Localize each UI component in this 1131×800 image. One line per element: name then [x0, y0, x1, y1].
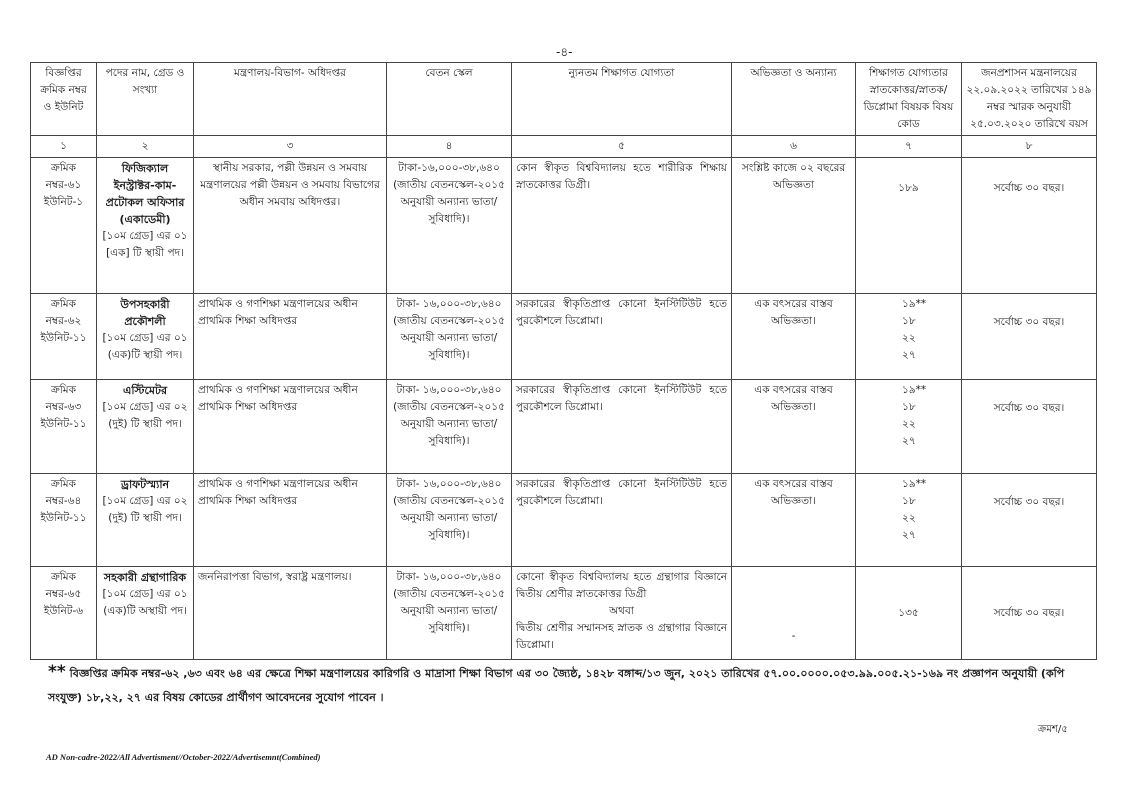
- column-number: ১: [31, 136, 97, 158]
- ministry-cell: স্থানীয় সরকার, পল্লী উন্নয়ন ও সমবায় মন্ত্রণালয়ের পল্লী উন্নয়ন ও সমবায় বিভাগের অধীন সমবায় অধিদপ্তর।: [194, 158, 387, 294]
- pay-scale-cell: টাকা- ১৬,০০০-৩৮,৬৪০ (জাতীয় বেতনস্কেল-২০১৫ অনুযায়ী অন্যান্য ভাতা/ সুবিধাদি)।: [387, 294, 512, 380]
- table-row: [31, 380, 1097, 474]
- ministry-cell: প্রাথমিক ও গণশিক্ষা মন্ত্রণালয়ের অধীন প্রাথমিক শিক্ষা অধিদপ্তর: [194, 294, 387, 380]
- subject-code: ২২: [902, 512, 916, 524]
- serial-cell: ক্রমিক নম্বর-৬১ ইউনিট-১: [31, 158, 97, 294]
- table-row: [31, 294, 1097, 380]
- header-experience: অভিজ্ঞতা ও অন্যান্য: [732, 63, 856, 136]
- subject-code: ২৭: [902, 349, 916, 361]
- age-limit-cell: সর্বোচ্চ ৩০ বছর।: [962, 380, 1097, 474]
- ministry-cell: প্রাথমিক ও গণশিক্ষা মন্ত্রণালয়ের অধীন প্রাথমিক শিক্ষা অধিদপ্তর: [194, 380, 387, 474]
- serial-cell: ক্রমিক নম্বর-৬৩ ইউনিট-১১: [31, 380, 97, 474]
- experience-cell: এক বৎসরের বাস্তব অভিজ্ঞতা।: [732, 474, 856, 567]
- subject-code-cell: ১৩৫: [856, 567, 962, 660]
- post-detail: [১০ম গ্রেড] এর ০১ (এক)টি স্থায়ী পদ।: [102, 332, 188, 361]
- ministry-cell: প্রাথমিক ও গণশিক্ষা মন্ত্রণালয়ের অধীন প্রাথমিক শিক্ষা অধিদপ্তর: [194, 474, 387, 567]
- age-limit-cell: সর্বোচ্চ ৩০ বছর।: [962, 294, 1097, 380]
- age-limit-cell: সর্বোচ্চ ৩০ বছর।: [962, 567, 1097, 660]
- subject-code: ২২: [902, 332, 916, 344]
- header-post: পদের নাম, গ্রেড ও সংখ্যা: [97, 63, 194, 136]
- serial-cell: ক্রমিক নম্বর-৬৪ ইউনিট-১১: [31, 474, 97, 567]
- column-number: ৬: [732, 136, 856, 158]
- post-detail: [১০ম গ্রেড] এর ০২ (দুই) টি স্থায়ী পদ।: [102, 401, 188, 430]
- ministry-cell: জননিরাপত্তা বিভাগ, স্বরাষ্ট্র মন্ত্রণালয়।: [194, 567, 387, 660]
- serial-cell: ক্রমিক নম্বর-৬২ ইউনিট-১১: [31, 294, 97, 380]
- qualification-or: অথবা: [609, 605, 634, 617]
- header-qualification: ন্যুনতম শিক্ষাগত যোগ্যতা: [512, 63, 732, 136]
- post-title: এস্টিমেটর: [122, 384, 168, 397]
- post-detail: [১০ম গ্রেড] এর ০১ (এক)টি অস্থায়ী পদ।: [102, 588, 188, 617]
- header-age-limit: জনপ্রশাসন মন্ত্রনালয়ের ২২.০৯.২০২২ তারিখের ১৪৯ নম্বর স্মারক অনুযায়ী ২৫.০৩.২০২০ তারিখে বয়স: [962, 63, 1097, 136]
- column-number: ৪: [387, 136, 512, 158]
- age-limit-cell: সর্বোচ্চ ৩০ বছর।: [962, 158, 1097, 294]
- qualification-cell: কোন স্বীকৃত বিশ্ববিদ্যালয় হতে শারীরিক শিক্ষায় স্নাতকোত্তর ডিগ্রী।: [512, 158, 732, 294]
- subject-code: ১৮: [902, 401, 916, 413]
- post-title: উপসহকারী প্রকৌশলী: [120, 298, 170, 328]
- table-row: [31, 567, 1097, 660]
- subject-code-cell: [856, 380, 962, 474]
- header-row: [31, 63, 1097, 136]
- experience-cell: সংশ্লিষ্ট কাজে ০২ বছরের অভিজ্ঞতা: [732, 158, 856, 294]
- subject-code: ১৯**: [902, 478, 927, 490]
- post-detail: [১০ম গ্রেড] এর ০১ [এক] টি স্থায়ী পদ।: [102, 230, 188, 259]
- pay-scale-cell: টাকা- ১৬,০০০-৩৮,৬৪০ (জাতীয় বেতনস্কেল-২০১৫ অনুযায়ী অন্যান্য ভাতা/ সুবিধাদি)।: [387, 474, 512, 567]
- footnote-text: বিজ্ঞপ্তির ক্রমিক নম্বর-৬২ ,৬৩ এবং ৬৪ এর ক্ষেত্রে শিক্ষা মন্ত্রণালয়ের কারিগরি ও মাদ্রাসা শিক্ষা বিভাগ এর ৩০ জ্যৈষ্ঠ, ১৪২৮ বঙ্গাব্দ/১৩ জুন, ২০২১ তারিখের ৫৭.০০.০০০০.০৫৩.৯৯.০০৫.২১-১৬৯ নং প্রজ্ঞাপন অনুযায়ী (কপি সংযুক্ত) ১৮,২২, ২৭ এর বিষয় কোডের প্রার্থীগণ আবেদনের সুযোগ পাবেন ।: [48, 667, 1065, 704]
- subject-code-cell: [856, 474, 962, 567]
- footer-file-path: AD Non-cadre-2022/All Advertisment//October-2022/Advertisemnt(Combined): [46, 752, 321, 762]
- pay-scale-cell: টাকা-১৬,০০০-৩৮,৬৪০ (জাতীয় বেতনস্কেল-২০১৫ অনুযায়ী অন্যান্য ভাতা/ সুবিধাদি)।: [387, 158, 512, 294]
- subject-code: ২৭: [902, 529, 916, 541]
- post-cell: [97, 294, 194, 380]
- column-number: ৫: [512, 136, 732, 158]
- qualification-cell: সরকারের স্বীকৃতিপ্রাপ্ত কোনো ইনস্টিটিউট হতে পুরকৌশলে ডিপ্লোমা।: [512, 294, 732, 380]
- table-row: [31, 158, 1097, 294]
- post-cell: [97, 567, 194, 660]
- qualification-option-1: কোনো স্বীকৃত বিশ্ববিদ্যালয় হতে গ্রন্থাগার বিজ্ঞানে দ্বিতীয় শ্রেণীর স্নাতকোত্তর ডিগ্রী: [516, 571, 727, 600]
- footnote-marker: **: [48, 662, 66, 682]
- header-pay-scale: বেতন স্কেল: [387, 63, 512, 136]
- subject-code: ১৮: [902, 315, 916, 327]
- qualification-cell: সরকারের স্বীকৃতিপ্রাপ্ত কোনো ইনস্টিটিউট হতে পুরকৌশলে ডিপ্লোমা।: [512, 380, 732, 474]
- qualification-option-2: দ্বিতীয় শ্রেণীর সম্মানসহ স্নাতক ও গ্রন্থাগার বিজ্ঞানে ডিপ্লোমা।: [516, 622, 727, 651]
- qualification-cell: [512, 567, 732, 660]
- header-serial: বিজ্ঞপ্তির ক্রমিক নম্বর ও ইউনিট: [31, 63, 97, 136]
- post-title: সহকারী গ্রন্থাগারিক: [103, 571, 187, 584]
- subject-code: ১৮: [902, 495, 916, 507]
- post-cell: [97, 158, 194, 294]
- pay-scale-cell: টাকা- ১৬,০০০-৩৮,৬৪০ (জাতীয় বেতনস্কেল-২০১৫ অনুযায়ী অন্যান্য ভাতা/ সুবিধাদি)।: [387, 380, 512, 474]
- subject-code-cell: [856, 294, 962, 380]
- post-cell: [97, 474, 194, 567]
- post-detail: [১০ম গ্রেড] এর ০২ (দুই) টি স্থায়ী পদ।: [102, 495, 188, 524]
- age-limit-cell: সর্বোচ্চ ৩০ বছর।: [962, 474, 1097, 567]
- continuation-note: ক্রমশ/৫: [1038, 724, 1068, 735]
- header-subject-code: শিক্ষাগত যোগ্যতার স্নাতকোত্তর/স্নাতক/ ডিপ্লোমা বিষয়ক বিষয় কোড: [856, 63, 962, 136]
- serial-cell: ক্রমিক নম্বর-৬৫ ইউনিট-৬: [31, 567, 97, 660]
- column-number-row: [31, 136, 1097, 158]
- column-number: ২: [97, 136, 194, 158]
- post-title: ফিজিক্যাল ইনস্ট্রাক্টর-কাম-প্রটোকল অফিসার (একাডেমী): [105, 162, 185, 226]
- pay-scale-cell: টাকা- ১৬,০০০-৩৮,৬৪০ (জাতীয় বেতনস্কেল-২০১৫ অনুযায়ী অন্যান্য ভাতা/সুবিধাদি)।: [387, 567, 512, 660]
- subject-code: ২২: [902, 418, 916, 430]
- experience-cell: এক বৎসরের বাস্তব অভিজ্ঞতা।: [732, 380, 856, 474]
- header-ministry: মন্ত্রণালয়-বিভাগ- অধিদপ্তর: [194, 63, 387, 136]
- subject-code-cell: ১৮৯: [856, 158, 962, 294]
- subject-code: ১৯**: [902, 298, 927, 310]
- experience-cell: এক বৎসরের বাস্তব অভিজ্ঞতা।: [732, 294, 856, 380]
- column-number: ৩: [194, 136, 387, 158]
- page-number: -৪-: [556, 45, 573, 59]
- column-number: ৮: [962, 136, 1097, 158]
- recruitment-table: [30, 62, 1097, 660]
- post-title: ড্রাফটস্ম্যান: [120, 478, 170, 491]
- column-number: ৭: [856, 136, 962, 158]
- qualification-cell: সরকারের স্বীকৃতিপ্রাপ্ত কোনো ইনস্টিটিউট হতে পুরকৌশলে ডিপ্লোমা।: [512, 474, 732, 567]
- experience-cell: -: [732, 567, 856, 660]
- post-cell: [97, 380, 194, 474]
- table-row: [31, 474, 1097, 567]
- subject-code: ২৭: [902, 435, 916, 447]
- subject-code: ১৯**: [902, 384, 927, 396]
- footnote: [48, 660, 1088, 710]
